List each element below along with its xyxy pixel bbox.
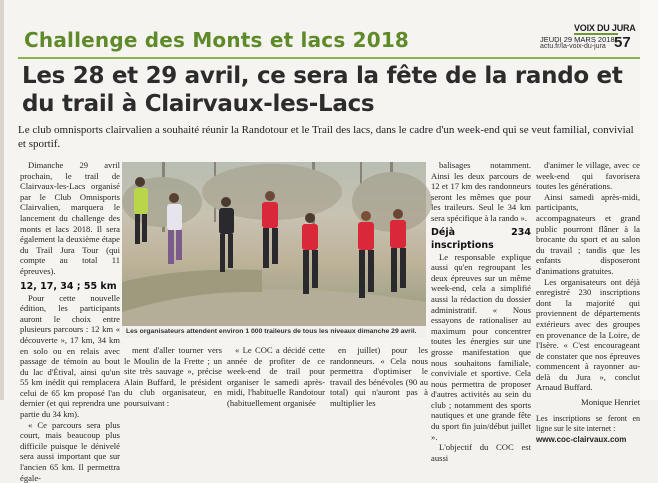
paragraph: « Le COC a décidé cette année de profiter de ce week-end de trail pour organiser le samedi après-midi, l'habituelle Randotour (habituellement organisée bbox=[227, 345, 325, 408]
page-margin bbox=[640, 0, 658, 400]
info-note: Les inscriptions se feront en ligne sur le site internet : bbox=[536, 413, 640, 434]
publication-date: JEUDI 29 MARS 2018 bbox=[540, 35, 615, 44]
article-column-1 bbox=[20, 160, 120, 483]
subheading-inscriptions: Déjà 234 inscriptions bbox=[431, 226, 531, 251]
runner-figure bbox=[390, 209, 406, 292]
article-photo bbox=[122, 162, 426, 338]
runners-illustration bbox=[122, 162, 426, 338]
article-column-2b bbox=[227, 345, 325, 408]
paragraph: Dimanche 29 avril prochain, le trail de Clairvaux-les-Lacs organisé par le Club Omnisports Clairvalien, marquera le lancement du challenge des monts et lacs 2018. Il sera également la deuxième étape du Trail Jura Tour (qui compte au total 11 épreuves). bbox=[20, 160, 120, 276]
paragraph: Pour cette nouvelle édition, les participants auront le choix entre plusieurs parcours : 12 km « découverte », 17 km, 34 km en solo ou en relais avec passage de témoin au bout du lac d'Étival, ainsi qu'un 55 km inédit qui remplacera celui de 65 km proposé l'an dernier (et qui reprendra une partie du 34 km). bbox=[20, 292, 120, 420]
article-lead: Le club omnisports clairvalien a souhaité réunir la Randotour et le Trail des lacs, dans le cadre d'un week-end qui se veut familial, convivial et sportif. bbox=[18, 124, 634, 150]
section-rule bbox=[18, 57, 640, 59]
runner-figure bbox=[302, 213, 318, 294]
page-number: 57 bbox=[614, 34, 631, 51]
paragraph: en juillet) pour les randonneurs. « Cela nous permettra d'optimiser le travail des bénévoles (90 au total) qui n'auront pas à multiplier les bbox=[330, 345, 428, 408]
page-edge-shadow bbox=[0, 0, 4, 400]
website-link[interactable]: www.coc-clairvaux.com bbox=[536, 434, 627, 444]
paragraph: Les organisateurs ont déjà enregistré 230 inscriptions dont la majorité qui proviennent de départements extérieurs avec des groupes en provenance de la Loire, de l'Isère. « C'est encourageant de constater que nos épreuves commencent à rayonner au-delà du Jura », conclut Arnaud Buffard. bbox=[536, 276, 640, 393]
subheading-distances: 12, 17, 34 ; 55 km bbox=[20, 280, 117, 292]
section-title: Challenge des Monts et lacs 2018 bbox=[24, 28, 410, 52]
paragraph: d'animer le village, avec ce week-end qui favorisera toutes les générations. bbox=[536, 160, 640, 192]
paragraph: « Ce parcours sera plus court, mais beaucoup plus difficile puisque le dénivelé sera aussi important que sur l'ancien 65 km. Il permettra égale- bbox=[20, 419, 120, 483]
runner-figure bbox=[219, 197, 234, 272]
article-column-4 bbox=[536, 160, 640, 444]
section-header bbox=[18, 24, 638, 54]
author-signature: Monique Henriet bbox=[581, 397, 640, 408]
paragraph: balisages notamment. Ainsi les deux parcours de 12 et 17 km des randonneurs seront les mêmes que pour les traileurs. Seul le 34 km sera spécifique à la rando ». bbox=[431, 160, 531, 223]
photo-caption: Les organisateurs attendent environ 1 000 traileurs de tous les niveaux dimanche 29 avril. bbox=[122, 326, 426, 338]
article-column-3 bbox=[431, 160, 531, 463]
paragraph: Ainsi samedi après-midi, participants, accompagnateurs et grand public pourront flâner à la brocante du sport et au salon du travail ; tandis que les enfants disposeront d'animations gratuites. bbox=[536, 191, 640, 276]
runner-figure bbox=[262, 191, 278, 268]
article-column-2a bbox=[124, 345, 222, 408]
article-headline: Les 28 et 29 avril, ce sera la fête de la rando et du trail à Clairvaux-les-Lacs bbox=[22, 63, 623, 117]
paragraph: Le responsable explique aussi qu'en regroupant les deux épreuves sur un même week-end, cela a simplifié aussi la rédaction du dossier administratif. « Nous essayons de rationaliser au maximum pour concentrer toutes les énergies sur une grosse manifestation que nous souhaitons familiale, conviviale et sportive. Cela nous permettra de proposer d'autres activités au sein du club ; notamment des sports nautiques et une grande fête du sport fin juin/début juillet ». bbox=[431, 251, 531, 442]
paragraph: ment d'aller tourner vers le Moulin de la Frette ; un site très sauvage », précise Alain Buffard, le président du club organisateur, en poursuivant : bbox=[124, 345, 222, 408]
runner-figure bbox=[358, 211, 374, 298]
article-column-2c bbox=[330, 345, 428, 408]
newspaper-logo: VOIX DU JURA bbox=[574, 23, 636, 33]
paragraph: L'objectif du COC est aussi bbox=[431, 442, 531, 463]
publication-web: actu.fr/la-voix-du-jura bbox=[540, 43, 606, 50]
